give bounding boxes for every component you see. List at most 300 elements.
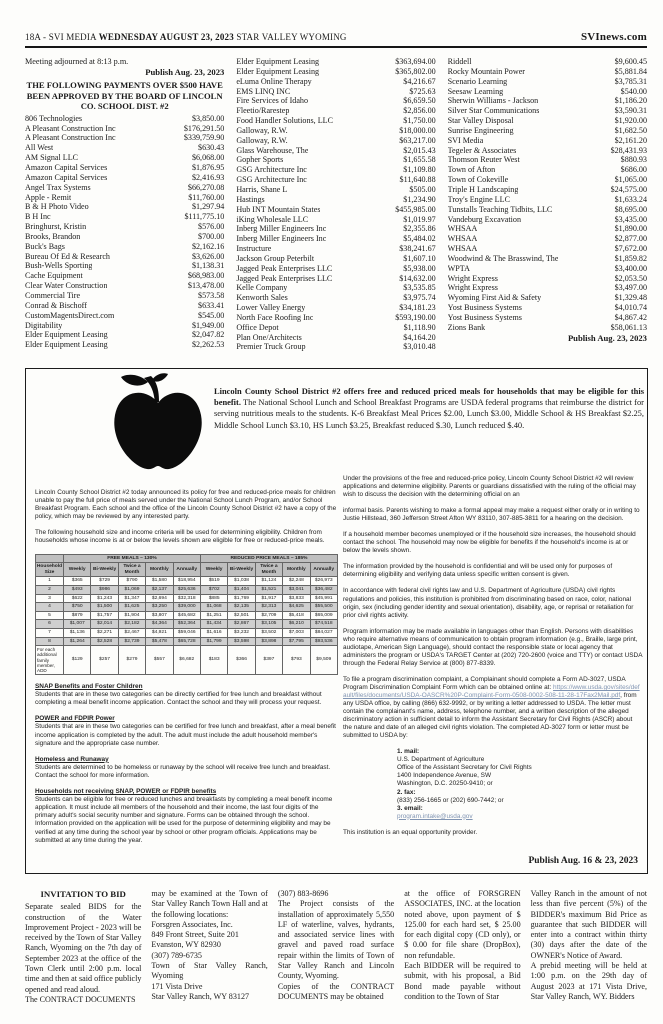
vendor-name: Town of Cokeville xyxy=(447,175,509,185)
payment-amount: $725.63 xyxy=(409,86,436,96)
payment-amount: $3,626.00 xyxy=(191,251,225,261)
table-cell: $3,898 xyxy=(255,637,282,646)
table-cell: $793 xyxy=(283,646,310,675)
site-url: SVInews.com xyxy=(580,31,647,43)
table-cell: $1,068 xyxy=(200,603,227,612)
payment-amount: $2,015.43 xyxy=(403,145,436,155)
payment-row xyxy=(448,87,647,97)
table-header-row xyxy=(36,563,338,577)
payment-row xyxy=(25,202,224,212)
payment-row xyxy=(236,274,435,284)
payment-row xyxy=(236,205,435,215)
vendor-name: GSG Architecture Inc xyxy=(236,165,307,175)
vendor-name: Sherwin Williams - Jackson xyxy=(447,96,539,106)
meals-banner xyxy=(214,386,644,431)
payment-amount: $455,985.00 xyxy=(395,204,436,214)
payment-row xyxy=(236,303,435,313)
payment-row xyxy=(448,274,647,284)
payment-amount: $1,186.20 xyxy=(614,96,647,106)
masthead-rule xyxy=(25,46,647,48)
payments-column-2 xyxy=(236,57,435,352)
payment-row xyxy=(448,175,647,185)
payment-row xyxy=(25,173,224,183)
table-cell: $183 xyxy=(200,646,227,675)
payment-amount: $593,190.00 xyxy=(395,312,436,322)
payment-amount: $11,640.88 xyxy=(399,175,436,185)
complaint-form-link[interactable]: https://www.usda.gov/sites/default/files/documents/USDA-OASCR%20P-Complaint-Form-0508-0002-508-11-28-17Fax2Mail.pdf xyxy=(343,683,640,699)
invitation-paragraph: (307) 789-6735 xyxy=(151,950,202,960)
vendor-name: Triple H Landscaping xyxy=(447,184,519,194)
table-cell: 4 xyxy=(36,603,64,612)
payment-amount: $7,672.00 xyxy=(614,244,647,254)
table-cell: $729 xyxy=(91,577,118,586)
table-row xyxy=(36,603,338,612)
payment-row xyxy=(448,96,647,106)
vendor-name: Jackson Group Peterbilt xyxy=(236,253,315,263)
table-cell: $1,904 xyxy=(118,611,145,620)
group-header-reduced: REDUCED PRICE MEALS – 185% xyxy=(200,554,337,563)
payment-amount: $540.00 xyxy=(620,86,647,96)
payment-amount: $6,659.50 xyxy=(403,96,436,106)
payment-row xyxy=(236,57,435,67)
column-header: Bi-Weekly xyxy=(228,563,255,577)
column-header: Twice a Month xyxy=(118,563,145,577)
section-body: Students that are in these two categories can be directly certified for free lunch and breakfast without completing a meal benefit income application. Contact the school and they will process your request. xyxy=(35,691,322,707)
table-row xyxy=(36,637,338,646)
table-cell: $2,694 xyxy=(146,594,173,603)
column-header: Annually xyxy=(173,563,200,577)
invitation-column-4 xyxy=(404,889,520,1005)
policy-paragraph: Under the provisions of the free and reduced-price policy, Lincoln County School District #2 will review applications and determine eligibility. Parents or guardians dissatisfied with the ruling of the official may wish to discuss the decision with the determining official on an xyxy=(343,475,636,499)
invitation-paragraph: Evanston, WY 82930 xyxy=(151,940,221,950)
vendor-name: EMS LINQ INC xyxy=(236,86,291,96)
payment-row xyxy=(25,340,224,350)
payment-row xyxy=(236,283,435,293)
vendor-name: Plan One/Architects xyxy=(236,332,302,342)
payment-amount: $63,217.00 xyxy=(399,135,436,145)
table-cell: $45,991 xyxy=(310,594,337,603)
payment-row xyxy=(448,313,647,323)
meals-policy-box xyxy=(25,368,648,874)
payment-row xyxy=(236,195,435,205)
payment-row xyxy=(236,323,435,333)
payment-amount: $2,877.00 xyxy=(614,234,647,244)
policy-paragraph: The information provided by the household is confidential and will be used only for purposes of determining eligibility and verifying data unless specific written consent is given. xyxy=(343,563,613,579)
table-cell: $84,027 xyxy=(310,628,337,637)
payment-amount: $18,000.00 xyxy=(399,125,436,135)
vendor-name: Clear Water Construction xyxy=(25,281,108,291)
payment-row xyxy=(25,330,224,340)
table-cell: $7,003 xyxy=(283,628,310,637)
vendor-name: WHSAA xyxy=(447,224,478,234)
payment-row xyxy=(448,146,647,156)
payment-amount: $13,478.00 xyxy=(187,281,225,291)
column-header: Monthly xyxy=(146,563,173,577)
publish-date-top: Publish Aug. 23, 2023 xyxy=(145,67,225,77)
payment-row xyxy=(25,271,224,281)
masthead-location: STAR VALLEY WYOMING xyxy=(236,32,347,42)
table-cell: $2,137 xyxy=(146,585,173,594)
payment-amount: $2,856.00 xyxy=(403,106,436,116)
contact-line xyxy=(397,813,643,821)
apple-icon xyxy=(104,373,212,473)
vendor-name: Apple - Remit xyxy=(25,192,72,202)
table-cell: $4,625 xyxy=(283,603,310,612)
vendor-name: Wyoming First Aid & Safety xyxy=(447,293,542,303)
vendor-name: North Face Roofing Inc xyxy=(236,312,314,322)
page-label: 18A - SVI MEDIA xyxy=(25,32,97,42)
payment-amount: $365,802.00 xyxy=(395,66,436,76)
column-header: Weekly xyxy=(64,563,91,577)
payment-amount: $1,019.97 xyxy=(403,214,436,224)
payment-amount: $1,065.00 xyxy=(614,175,647,185)
payment-amount: $2,262.53 xyxy=(191,340,225,350)
vendor-name: Bringhurst, Kristin xyxy=(25,222,87,232)
invitation-column-1 xyxy=(25,889,141,1005)
policy-paragraph: informal basis. Parents wishing to make a formal appeal may make a request either orally or in writing to Justie Hillstead, 360 Jefferson Street Afton WY 83110, 307-885-3811 for a hearing on the decision. xyxy=(343,507,640,523)
payments-column-3 xyxy=(448,57,647,352)
section-heading: POWER and FDPIR Power xyxy=(35,715,115,723)
payment-amount: $1,297.94 xyxy=(191,202,225,212)
column-header: Bi-Weekly xyxy=(91,563,118,577)
table-cell: $397 xyxy=(255,646,282,675)
payment-row xyxy=(236,126,435,136)
table-row xyxy=(36,585,338,594)
section-heading: Households not receiving SNAP, POWER or FDPIR benefits xyxy=(35,788,217,796)
invitation-paragraph: may be examined at the Town of Star Valley Ranch Town Hall and at the following locations: xyxy=(151,889,268,919)
payment-row xyxy=(448,136,647,146)
payment-amount: $1,118.90 xyxy=(403,322,436,332)
policy-paragraph: In accordance with federal civil rights law and U.S. Department of Agriculture (USDA) civil rights regulations and policies, this institution is prohibited from discriminating based on race, color, national origin, sex (including gender identity and sexual orientation), disability, age, or reprisal or retaliation for prior civil rights activity. xyxy=(343,587,634,619)
vendor-name: Cache Equipment xyxy=(25,271,83,281)
payment-amount: $1,750.00 xyxy=(403,116,436,126)
payment-row xyxy=(25,193,224,203)
table-cell: $279 xyxy=(118,646,145,675)
table-row xyxy=(36,646,338,675)
table-cell: $2,867 xyxy=(228,620,255,629)
table-cell: $1,038 xyxy=(228,577,255,586)
vendor-name: All West xyxy=(25,143,54,153)
payment-row xyxy=(236,87,435,97)
payment-amount: $38,241.67 xyxy=(399,244,436,254)
vendor-name: Tegeler & Associates xyxy=(447,145,517,155)
table-cell: $879 xyxy=(64,611,91,620)
vendor-name: Galloway, R.W. xyxy=(236,125,288,135)
vendor-name: Kelle Company xyxy=(236,283,288,293)
payment-amount: $3,435.00 xyxy=(614,214,647,224)
vendor-name: Galloway, R.W. xyxy=(236,135,288,145)
invitation-paragraph: (307) 883-8696 xyxy=(277,889,329,898)
table-cell: $557 xyxy=(146,646,173,675)
group-header-free: FREE MEALS – 130% xyxy=(64,554,201,563)
masthead xyxy=(25,31,647,43)
section-heading: SNAP Benefits and Foster Children xyxy=(35,683,143,691)
vendor-name: Yost Business Systems xyxy=(447,303,522,313)
table-cell: $2,739 xyxy=(118,637,145,646)
payment-row xyxy=(448,155,647,165)
table-cell: $26,973 xyxy=(310,577,337,586)
payment-amount: $34,181.23 xyxy=(399,303,436,313)
vendor-name: Digitability xyxy=(25,320,63,330)
table-cell: $55,500 xyxy=(310,603,337,612)
payment-amount: $1,682.50 xyxy=(614,125,647,135)
invitation-column-5 xyxy=(531,889,647,1005)
payment-row xyxy=(236,215,435,225)
payment-row xyxy=(25,291,224,301)
table-cell: $2,248 xyxy=(283,577,310,586)
vendor-name: Tunstalls Teaching Tidbits, LLC xyxy=(447,204,553,214)
invitation-title: INVITATION TO BID xyxy=(40,889,126,899)
payment-row xyxy=(236,264,435,274)
section-heading: Homeless and Runaway xyxy=(35,755,109,763)
table-cell: $1,625 xyxy=(118,603,145,612)
policy-left-column xyxy=(35,489,338,853)
vendor-name: Elder Equipment Leasing xyxy=(25,340,108,350)
invitation-paragraph: Copies of the CONTRACT DOCUMENTS may be obtained xyxy=(277,981,395,1001)
payment-row xyxy=(25,261,224,271)
table-cell: $1,347 xyxy=(118,594,145,603)
vendor-name: Wright Express xyxy=(447,273,498,283)
vendor-name: Amazon Capital Services xyxy=(25,163,108,172)
table-cell: $366 xyxy=(228,646,255,675)
vendor-name: Instructure xyxy=(236,244,272,254)
table-row xyxy=(36,620,338,629)
invitation-column-3 xyxy=(278,889,394,1005)
table-row xyxy=(36,628,338,637)
table-cell: $9,509 xyxy=(310,646,337,675)
payment-row xyxy=(448,106,647,116)
equal-opportunity-statement: This institution is an equal opportunity provider. xyxy=(343,828,478,836)
payment-row xyxy=(25,301,224,311)
vendor-name: Lower Valley Energy xyxy=(236,303,306,313)
payment-amount: $1,890.00 xyxy=(614,224,647,234)
table-cell: $1,007 xyxy=(64,620,91,629)
payment-amount: $1,109.80 xyxy=(403,165,436,175)
payment-row xyxy=(25,222,224,232)
vendor-name: Angel Trax Systems xyxy=(25,182,91,192)
table-cell: $2,271 xyxy=(91,628,118,637)
vendor-name: SVI Media xyxy=(447,135,484,145)
payment-amount: $28,431.93 xyxy=(610,145,647,155)
payment-row xyxy=(236,333,435,343)
payment-amount: $5,938.00 xyxy=(403,263,436,273)
invitation-paragraph: 171 Vista Drive xyxy=(151,981,203,991)
vendor-name: B H Inc xyxy=(25,212,51,222)
payment-row xyxy=(236,224,435,234)
payment-row xyxy=(448,234,647,244)
table-cell: $65,009 xyxy=(310,611,337,620)
payment-amount: $633.41 xyxy=(198,300,225,310)
income-eligibility-table xyxy=(35,554,338,676)
invitation-paragraph: Town of Star Valley Ranch, Wyoming xyxy=(151,961,268,981)
payment-row xyxy=(448,293,647,303)
payment-row xyxy=(236,313,435,323)
table-cell: $1,799 xyxy=(200,637,227,646)
vendor-name: Brooks, Brandon xyxy=(25,231,81,241)
vendor-name: A Pleasant Construction Inc xyxy=(25,123,116,133)
policy-paragraph: Program information may be made available in languages other than English. Persons with disabilities who require alternative means of communication to obtain program information (e.g., Braille, large print, audiotape, American Sign Language), should contact the responsible state or local agency that administers the program or USDA's TARGET Center at (202) 720-2600 (voice and TTY) or contact USDA through the Federal Relay Service at (800) 877-8339. xyxy=(343,627,643,667)
vendor-name: Silver Star Communications xyxy=(447,106,540,116)
table-cell: $25,636 xyxy=(173,585,200,594)
table-cell: $1,264 xyxy=(64,637,91,646)
payment-amount: $1,234.90 xyxy=(403,194,436,204)
payment-row xyxy=(448,57,647,67)
table-cell: $750 xyxy=(64,603,91,612)
payment-amount: $1,655.58 xyxy=(403,155,436,165)
table-cell: $3,105 xyxy=(255,620,282,629)
payment-row xyxy=(236,96,435,106)
vendor-name: WHSAA xyxy=(447,234,478,244)
table-cell: $3,250 xyxy=(146,603,173,612)
table-cell: $365 xyxy=(64,577,91,586)
payment-amount: $2,053.50 xyxy=(614,273,647,283)
payment-amount: $14,632.00 xyxy=(399,273,436,283)
policy-sections xyxy=(35,683,338,845)
usda-contact-list xyxy=(397,748,643,820)
policy-paragraph: The following household size and income criteria will be used for determining eligibility. Children from households whose income is at or below the levels shown are eligible for free or reduced-price meals. xyxy=(35,529,325,545)
payment-amount: $2,162.16 xyxy=(191,241,225,251)
invitation-paragraph: 849 Front Street, Suite 201 xyxy=(151,930,239,940)
payment-row xyxy=(448,323,647,333)
payment-row xyxy=(236,234,435,244)
payment-row xyxy=(236,106,435,116)
vendor-name: Buck's Bags xyxy=(25,241,65,251)
vendor-name: Yost Business Systems xyxy=(447,312,522,322)
vendor-name: GSG Architecture Inc xyxy=(236,175,307,185)
payment-row xyxy=(236,155,435,165)
vendor-name: Hastings xyxy=(236,194,265,204)
table-cell: $45,682 xyxy=(173,611,200,620)
payments-column-1 xyxy=(25,57,224,352)
policy-right-column xyxy=(343,475,643,845)
vendor-name: WPTA xyxy=(447,263,470,273)
vendor-name: A Pleasant Construction Inc xyxy=(25,133,116,143)
payment-row xyxy=(236,67,435,77)
meeting-note: Meeting adjourned at 8:13 p.m. xyxy=(25,57,129,66)
payment-amount: $339,759.90 xyxy=(183,133,225,143)
payment-amount: $68,983.00 xyxy=(187,271,225,281)
table-cell: $986 xyxy=(91,585,118,594)
table-cell: $257 xyxy=(91,646,118,675)
table-cell: $3,232 xyxy=(228,628,255,637)
vendor-name: Premier Truck Group xyxy=(236,342,306,352)
section-body: Students can be eligible for free or reduced lunches and breakfasts by completing a meal benefit income application. It must include all members of the household and their income, the last four digits of the primary adult's social security number and signature. Forms can be obtained through the school. Information provided on the application will be used for the purpose of determining eligibility and may be verified at any time during the school year by school or other program officials. Applications may be submitted at any time during the year. xyxy=(35,796,333,844)
table-cell: $790 xyxy=(118,577,145,586)
vendor-name: Harris, Shane L xyxy=(236,184,288,194)
contact-line: 3. email: xyxy=(397,804,423,812)
vendor-name: Food Handler Solutions, LLC xyxy=(236,116,334,126)
payment-row xyxy=(236,165,435,175)
payment-row xyxy=(25,321,224,331)
payment-amount: $1,138.31 xyxy=(191,261,225,271)
payments-notice xyxy=(25,57,647,352)
vendor-name: Rocky Mountain Power xyxy=(447,66,525,76)
vendor-name: Conrad & Bischoff xyxy=(25,300,87,310)
vendor-name: Elder Equipment Leasing xyxy=(236,66,320,76)
payment-amount: $3,850.00 xyxy=(191,113,225,123)
table-cell: 8 xyxy=(36,637,64,646)
publish-date-meals: Publish Aug. 16 & 23, 2023 xyxy=(528,856,638,866)
table-cell: $3,598 xyxy=(228,637,255,646)
table-cell: $5,418 xyxy=(283,611,310,620)
table-cell: $52,364 xyxy=(173,620,200,629)
policy-paragraph: Lincoln County School District #2 today announced its policy for free and reduced-price meals for children unable to pay the full price of meals served under the National School Lunch Program, and/or School Breakfast Program. Each school and the office of the Lincoln County School District #2 have a copy of the policy, which may be reviewed by any interested party. xyxy=(35,489,337,521)
vendor-name: B & H Photo Video xyxy=(25,202,89,212)
vendor-name: Star Valley Disposal xyxy=(447,116,514,126)
table-cell: $1,136 xyxy=(64,628,91,637)
vendor-name: Thomson Reuter West xyxy=(447,155,520,165)
payment-row xyxy=(236,293,435,303)
payment-amount: $363,694.00 xyxy=(395,57,436,66)
vendor-name: Zions Bank xyxy=(447,322,486,332)
payment-amount: $4,164.20 xyxy=(403,332,436,342)
payment-row xyxy=(25,281,224,291)
payment-row xyxy=(236,244,435,254)
payment-amount: $3,497.00 xyxy=(614,283,647,293)
payment-row xyxy=(25,153,224,163)
payment-row xyxy=(448,264,647,274)
table-cell: $2,182 xyxy=(118,620,145,629)
invitation-paragraph: The Project consists of the installation of approximately 5,550 LF of waterline, valves, hydrants, and associated service lines with gravel and paved road surface repair within the limits of Town of Star Valley Ranch and Lincoln County, Wyoming. xyxy=(277,899,395,981)
table-cell: $5,478 xyxy=(146,637,173,646)
payment-row xyxy=(448,185,647,195)
payment-row xyxy=(448,126,647,136)
vendor-name: Bureau Of Ed & Research xyxy=(25,251,110,261)
table-cell: 2 xyxy=(36,585,64,594)
payment-amount: $576.00 xyxy=(198,222,225,232)
table-cell: For each additional family member, ADD xyxy=(36,646,64,675)
payment-amount: $505.00 xyxy=(409,184,436,194)
table-cell: $702 xyxy=(200,585,227,594)
payment-amount: $630.43 xyxy=(198,143,225,153)
payment-amount: $700.00 xyxy=(198,231,225,241)
usda-email-link[interactable]: program.intake@usda.gov xyxy=(397,812,473,820)
invitation-paragraph: The CONTRACT DOCUMENTS xyxy=(25,994,136,1004)
column-header: Annually xyxy=(310,563,337,577)
vendor-name: Commercial Tire xyxy=(25,290,81,300)
payment-row xyxy=(448,205,647,215)
table-cell: $6,210 xyxy=(283,620,310,629)
payment-row xyxy=(448,165,647,175)
table-group-header-row xyxy=(36,554,338,563)
payment-amount: $66,270.08 xyxy=(187,182,225,192)
payment-row xyxy=(25,183,224,193)
table-cell: $1,404 xyxy=(228,585,255,594)
table-cell: $1,580 xyxy=(146,577,173,586)
payment-amount: $3,975.74 xyxy=(403,293,436,303)
contact-line: 2. fax: xyxy=(397,788,416,796)
vendor-name: Amazon Capital Services xyxy=(25,172,108,182)
vendor-name: Town of Afton xyxy=(447,165,496,175)
invitation-paragraph: Forsgren Associates, Inc. xyxy=(151,919,233,929)
invitation-to-bid xyxy=(25,889,647,1005)
vendor-name: Kenworth Sales xyxy=(236,293,288,303)
payment-row xyxy=(236,185,435,195)
payment-amount: $9,600.45 xyxy=(614,57,647,66)
vendor-name: Fleetio/Rarestep xyxy=(236,106,290,116)
table-cell: 6 xyxy=(36,620,64,629)
payment-amount: $3,400.00 xyxy=(614,263,647,273)
table-row xyxy=(36,594,338,603)
table-cell: $36,482 xyxy=(310,585,337,594)
table-cell: $1,124 xyxy=(255,577,282,586)
table-cell: $4,364 xyxy=(146,620,173,629)
payment-row xyxy=(236,146,435,156)
table-cell: $1,917 xyxy=(255,594,282,603)
table-cell: $65,728 xyxy=(173,637,200,646)
payment-row xyxy=(448,254,647,264)
table-cell: $2,313 xyxy=(255,603,282,612)
